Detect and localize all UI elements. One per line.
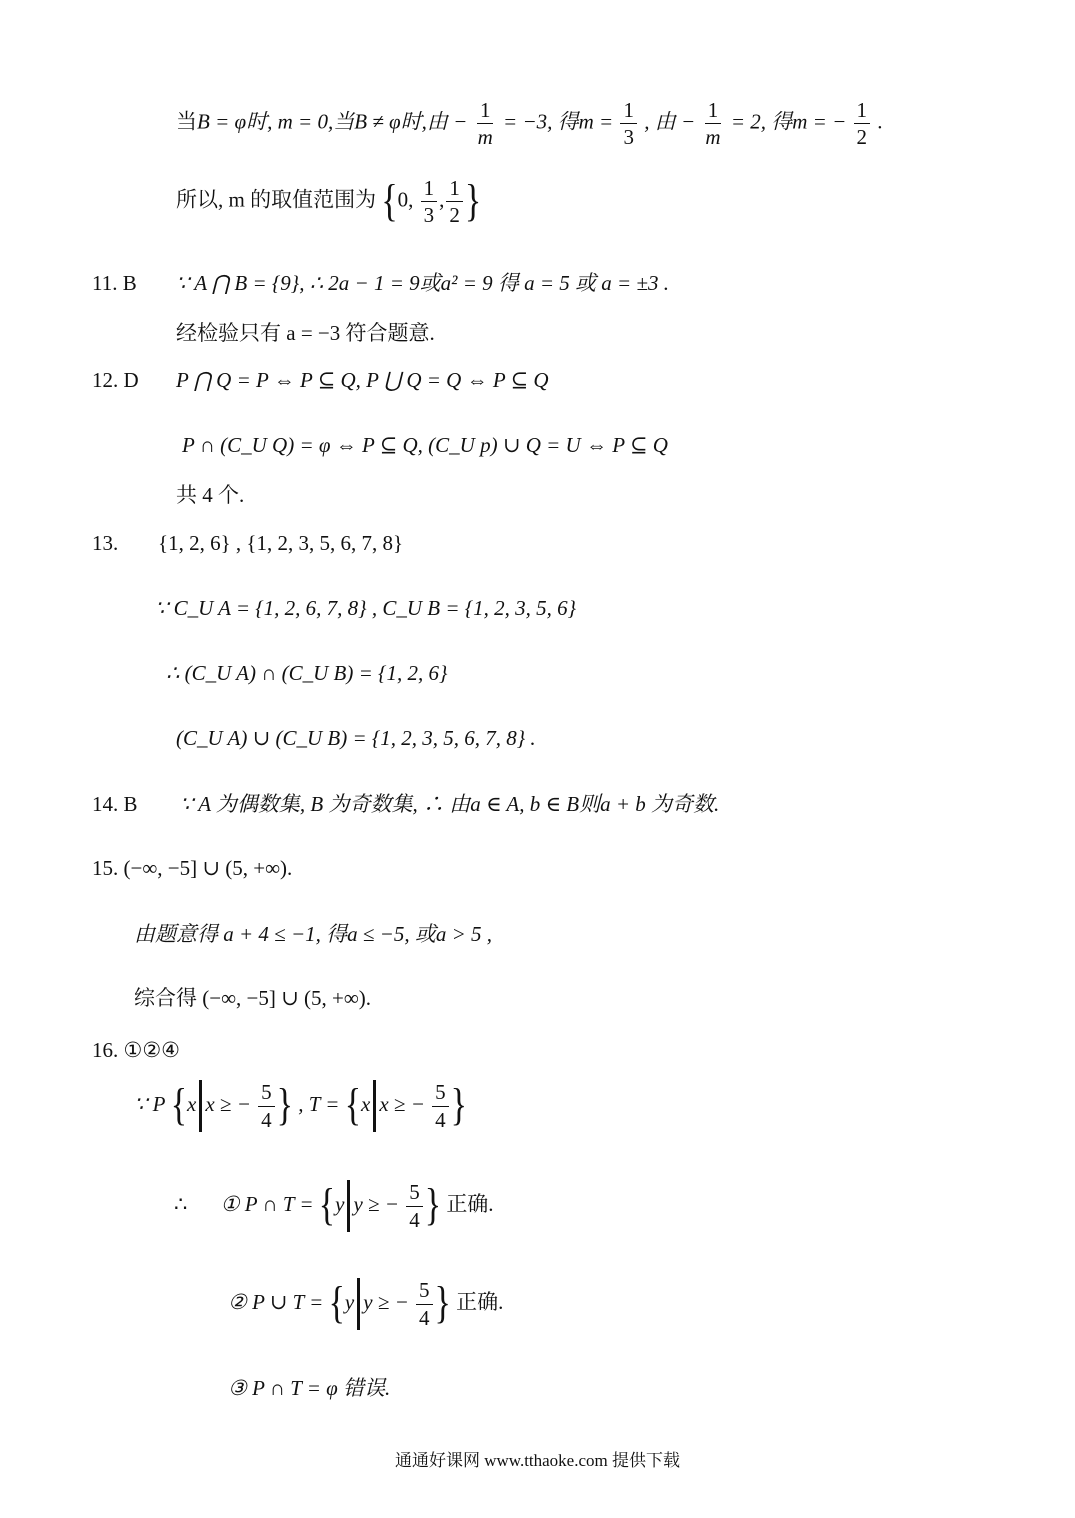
numerator: 1 xyxy=(421,176,438,202)
right-brace: } xyxy=(424,1180,442,1231)
fraction xyxy=(258,1080,275,1131)
q13-intersection xyxy=(166,663,447,684)
text: . xyxy=(877,109,883,134)
left-brace: { xyxy=(318,1180,336,1231)
text: ∴ (C_U A) ∩ (C_U B) = {1, 2, 6} xyxy=(166,661,448,685)
q11-check xyxy=(176,323,435,344)
text: 当 xyxy=(176,109,197,134)
question-number: 12. D xyxy=(92,368,139,392)
fraction xyxy=(475,98,496,149)
text: = 2, 得m = − xyxy=(730,109,847,134)
fraction xyxy=(416,1278,433,1329)
denominator: 4 xyxy=(261,1107,272,1132)
denominator: m xyxy=(477,125,493,150)
question-number: 14. B xyxy=(92,792,138,816)
text: ∵ A ⋂ B = {9}, ∴ 2a − 1 = 9或a² = 9 得 a = 5 或 a = ±3 . xyxy=(176,271,669,295)
text: x ≥ − xyxy=(379,1091,425,1116)
numerator: 5 xyxy=(432,1080,449,1106)
denominator: 4 xyxy=(409,1207,420,1232)
text: x xyxy=(187,1091,197,1116)
denominator: 3 xyxy=(623,125,634,150)
text: ① P ∩ T = xyxy=(220,1191,314,1216)
question-number: 16. ①②④ xyxy=(92,1038,180,1062)
text: x xyxy=(361,1091,371,1116)
right-brace: } xyxy=(276,1080,293,1131)
denominator: m xyxy=(705,125,721,150)
numerator: 5 xyxy=(416,1278,433,1304)
left-brace: { xyxy=(328,1278,345,1329)
set-bar xyxy=(373,1080,376,1132)
set-bar xyxy=(199,1080,202,1132)
q14-solution xyxy=(180,794,719,815)
numerator: 1 xyxy=(446,176,463,202)
numerator: 1 xyxy=(620,98,637,124)
text: ∴ xyxy=(174,1191,188,1216)
q16-item-3 xyxy=(228,1378,390,1399)
q15-header xyxy=(92,858,292,879)
text: P ∩ (C_U Q) = φ ⇔ P ⊆ Q, (C_U p) ∪ Q = U ⇔ P ⊆ Q xyxy=(182,433,668,457)
page-footer: 通通好课网 www.tthaoke.com 提供下载 xyxy=(394,1451,681,1470)
numerator: 5 xyxy=(258,1080,275,1106)
text: 共 4 个. xyxy=(176,483,245,507)
text: {1, 2, 6} , {1, 2, 3, 5, 6, 7, 8} xyxy=(158,531,404,555)
fraction xyxy=(702,98,723,149)
q11-solution xyxy=(176,273,669,294)
set-bar xyxy=(347,1180,350,1232)
text: y ≥ − xyxy=(363,1289,409,1314)
text: 正确. xyxy=(446,1191,494,1216)
text: ③ P ∩ T = φ 错误. xyxy=(228,1376,391,1400)
numerator: 1 xyxy=(477,98,494,124)
text: 0, xyxy=(397,187,414,212)
question-number: 15. xyxy=(92,856,119,880)
text: x ≥ − xyxy=(205,1091,251,1116)
text: ∵ P xyxy=(134,1091,166,1116)
text: y xyxy=(335,1191,345,1216)
text: ② P ∪ T = xyxy=(228,1289,324,1314)
text: P ⋂ Q = P ⇔ P ⊆ Q, P ⋃ Q = Q ⇔ P ⊆ Q xyxy=(176,368,549,392)
right-brace: } xyxy=(450,1080,467,1131)
numerator: 5 xyxy=(406,1180,423,1206)
text: (C_U A) ∪ (C_U B) = {1, 2, 3, 5, 6, 7, 8} . xyxy=(176,726,536,750)
numerator: 1 xyxy=(854,98,871,124)
question-number: 11. B xyxy=(92,271,137,295)
q12-line-2 xyxy=(182,435,668,456)
text: (−∞, −5] ∪ (5, +∞). xyxy=(123,856,293,880)
q16-item-2 xyxy=(228,1278,503,1330)
right-brace: } xyxy=(464,175,482,226)
denominator: 2 xyxy=(856,125,867,150)
q11-header xyxy=(92,273,137,294)
fraction xyxy=(406,1180,423,1231)
text: , T = xyxy=(298,1091,340,1116)
q12-count xyxy=(176,485,244,506)
set-bar xyxy=(357,1278,360,1330)
text: ∵ C_U A = {1, 2, 6, 7, 8} , C_U B = {1, 2, 3, 5, 6} xyxy=(155,596,577,620)
text: y ≥ − xyxy=(353,1191,399,1216)
text: y xyxy=(344,1289,355,1314)
q12-header xyxy=(92,370,139,391)
line-b-empty-case xyxy=(176,98,883,149)
text: 由题意得 a + 4 ≤ −1, 得a ≤ −5, 或a > 5 , xyxy=(134,922,492,946)
q14-header xyxy=(92,794,138,815)
text: 综合得 (−∞, −5] ∪ (5, +∞). xyxy=(134,986,372,1010)
left-brace: { xyxy=(170,1080,188,1131)
q16-header xyxy=(92,1040,180,1061)
denominator: 3 xyxy=(423,203,435,228)
fraction xyxy=(421,176,438,227)
text: 经检验只有 a = −3 符合题意. xyxy=(176,321,435,345)
q15-condition xyxy=(134,924,492,945)
text: 正确. xyxy=(456,1289,504,1314)
denominator: 2 xyxy=(449,203,460,228)
q12-line-1 xyxy=(176,370,549,391)
fraction xyxy=(620,98,637,149)
fraction xyxy=(432,1080,449,1131)
left-brace: { xyxy=(344,1080,362,1131)
fraction xyxy=(854,98,871,149)
q13-header xyxy=(92,533,118,554)
text: 所以, m 的取值范围为 xyxy=(176,187,377,212)
q16-sets xyxy=(134,1080,467,1132)
numerator: 1 xyxy=(705,98,722,124)
text: = −3, 得m = xyxy=(503,109,614,134)
text: ∵ A 为偶数集, B 为奇数集, ∴ 由a ∈ A, b ∈ B则a + b 为奇数. xyxy=(180,792,720,816)
text: B = φ时, m = 0,当B ≠ φ时,由 − xyxy=(197,109,468,134)
right-brace: } xyxy=(434,1278,451,1329)
denominator: 4 xyxy=(435,1107,446,1132)
q15-result xyxy=(134,988,371,1009)
text: , 由 − xyxy=(644,109,696,134)
fraction xyxy=(446,176,463,227)
q16-item-1 xyxy=(174,1180,494,1232)
left-brace: { xyxy=(381,175,398,226)
q13-union xyxy=(176,728,536,749)
q13-answer xyxy=(158,533,403,554)
line-range-of-m: 所以, m 的取值范围为 {0, $\frac{1}{3}$ , $\frac{1}{2}$ } xyxy=(176,175,482,228)
denominator: 4 xyxy=(419,1305,430,1330)
q13-complements xyxy=(155,598,576,619)
question-number: 13. xyxy=(92,531,119,555)
